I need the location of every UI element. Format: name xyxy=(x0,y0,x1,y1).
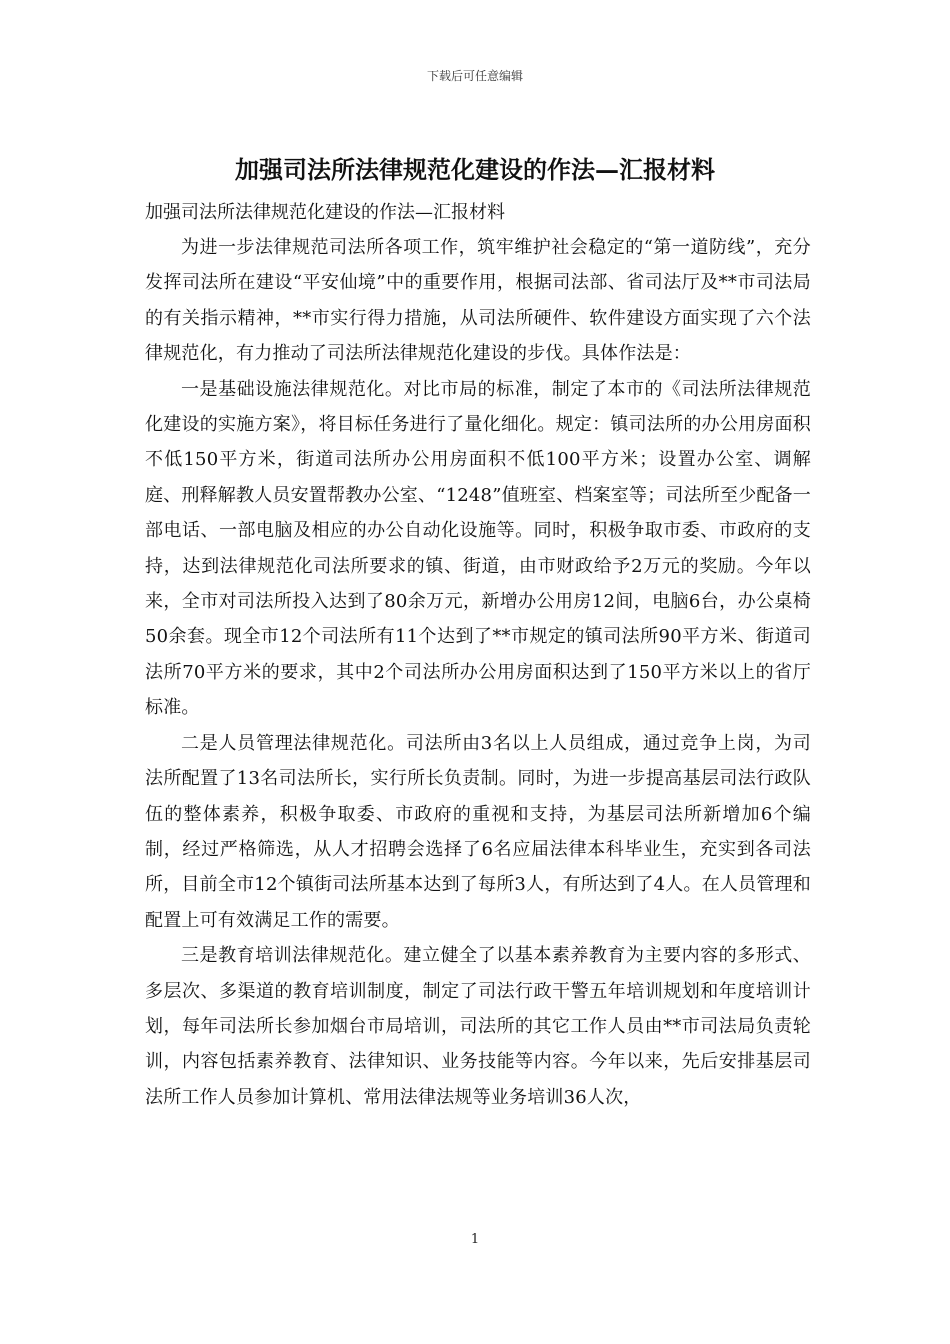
header-note: 下载后可任意编辑 xyxy=(426,69,523,83)
document-title: 加强司法所法律规范化建设的作法—汇报材料 xyxy=(235,155,715,184)
paragraph-personnel: 二是人员管理法律规范化。司法所由3名以上人员组成，通过竞争上岗，为司法所配置了13名司法所长，实行所长负责制。同时，为进一步提高基层司法行政队伍的整体素养，积极争取委、市政府的重视和支持，为基层司法所新增加6个编制，经过严格筛选，从人才招聘会选择了6名应届法律本科毕业生，充实到各司法所，目前全市12个镇街司法所基本达到了每所3人，有所达到了4人。在人员管理和配置上可有效满足工作的需要。 xyxy=(145,732,811,931)
paragraph-intro: 为进一步法律规范司法所各项工作，筑牢维护社会稳定的“第一道防线”，充分发挥司法所在建设“平安仙境”中的重要作用，根据司法部、省司法厅及**市司法局的有关指示精神，**市实行得力措施，从司法所硬件、软件建设方面实现了六个法律规范化，有力推动了司法所法律规范化建设的步伐。具体作法是： xyxy=(145,237,811,365)
document-body xyxy=(145,230,811,1115)
document-subtitle: 加强司法所法律规范化建设的作法—汇报材料 xyxy=(145,202,505,223)
paragraph-infrastructure: 一是基础设施法律规范化。对比市局的标准，制定了本市的《司法所法律规范化建设的实施方案》，将目标任务进行了量化细化。规定：镇司法所的办公用房面积不低150平方米，街道司法所办公用房面积不低100平方米；设置办公室、调解庭、刑释解教人员安置帮教办公室、“1248”值班室、档案室等；司法所至少配备一部电话、一部电脑及相应的办公自动化设施等。同时，积极争取市委、市政府的支持，达到法律规范化司法所要求的镇、街道，由市财政给予2万元的奖励。今年以来，全市对司法所投入达到了80余万元，新增办公用房12间，电脑6台，办公桌椅50余套。现全市12个司法所有11个达到了**市规定的镇司法所90平方米、街道司法所70平方米的要求，其中2个司法所办公用房面积达到了150平方米以上的省厅标准。 xyxy=(145,378,812,719)
paragraph-training: 三是教育培训法律规范化。建立健全了以基本素养教育为主要内容的多形式、多层次、多渠道的教育培训制度，制定了司法行政干警五年培训规划和年度培训计划，每年司法所长参加烟台市局培训，司法所的其它工作人员由**市司法局负责轮训，内容包括素养教育、法律知识、业务技能等内容。今年以来，先后安排基层司法所工作人员参加计算机、常用法律法规等业务培训36人次， xyxy=(145,945,811,1108)
page-number: 1 xyxy=(470,1232,480,1247)
